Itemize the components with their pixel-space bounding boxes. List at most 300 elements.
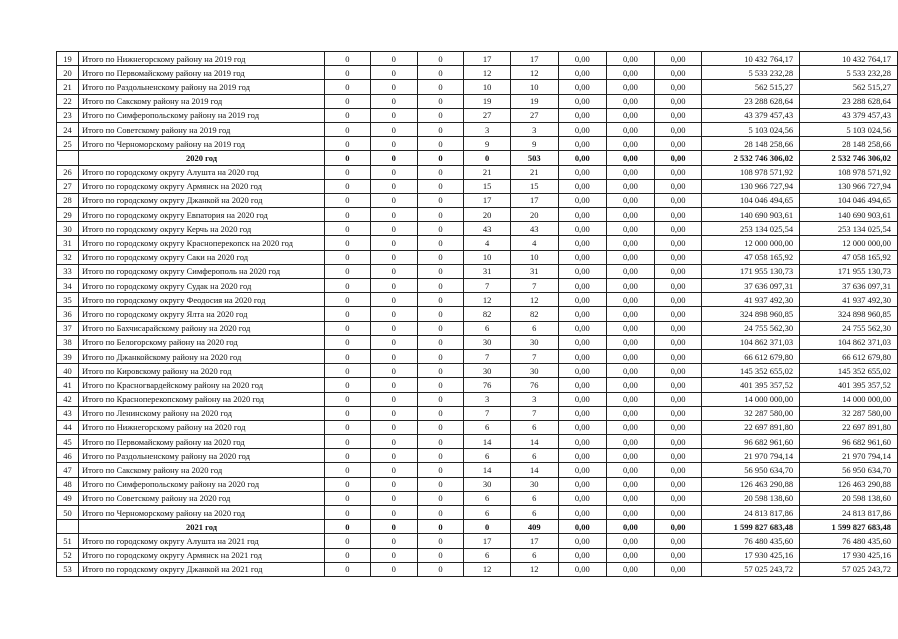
value-cell: 0,00 <box>606 264 654 278</box>
value-cell: 0,00 <box>654 491 701 505</box>
value-cell: 0 <box>417 236 464 250</box>
value-cell: 0 <box>324 52 370 66</box>
row-name-cell: Итого по городскому округу Евпатория на 2020 год <box>79 208 325 222</box>
row-name-cell: Итого по Первомайскому району на 2019 год <box>79 66 325 80</box>
row-name-cell: Итого по Симферопольскому району на 2020 год <box>79 477 325 491</box>
value-cell: 6 <box>464 321 510 335</box>
value-cell: 0 <box>370 52 417 66</box>
row-name-cell: Итого по Советскому району на 2019 год <box>79 122 325 136</box>
amount-cell: 57 025 243,72 <box>800 562 898 576</box>
value-cell: 0 <box>370 463 417 477</box>
value-cell: 4 <box>464 236 510 250</box>
value-cell: 31 <box>510 264 558 278</box>
value-cell: 0,00 <box>654 335 701 349</box>
value-cell: 0 <box>370 364 417 378</box>
table-row <box>57 321 898 335</box>
row-name-cell: Итого по Нижнегорскому району на 2019 год <box>79 52 325 66</box>
value-cell: 0 <box>370 321 417 335</box>
amount-cell: 140 690 903,61 <box>702 208 800 222</box>
value-cell: 0,00 <box>654 250 701 264</box>
value-cell: 0 <box>417 420 464 434</box>
row-number-cell: 22 <box>57 94 79 108</box>
year-heading-cell: 2020 год <box>79 151 325 165</box>
amount-cell: 126 463 290,88 <box>702 477 800 491</box>
value-cell: 0,00 <box>654 52 701 66</box>
table-row <box>57 80 898 94</box>
row-name-cell: Итого по Раздольненскому району на 2020 год <box>79 449 325 463</box>
value-cell: 0,00 <box>606 222 654 236</box>
value-cell: 0,00 <box>654 222 701 236</box>
table-row <box>57 562 898 576</box>
value-cell: 0 <box>417 108 464 122</box>
value-cell: 27 <box>464 108 510 122</box>
value-cell: 14 <box>464 463 510 477</box>
value-cell: 0,00 <box>606 463 654 477</box>
value-cell: 0 <box>324 250 370 264</box>
value-cell: 9 <box>510 137 558 151</box>
row-name-cell: Итого по Красногвардейскому району на 2020 год <box>79 378 325 392</box>
table-row <box>57 449 898 463</box>
value-cell: 0 <box>464 151 510 165</box>
value-cell: 0,00 <box>654 193 701 207</box>
row-name-cell: Итого по городскому округу Алушта на 2020 год <box>79 165 325 179</box>
value-cell: 10 <box>464 80 510 94</box>
value-cell: 0 <box>324 307 370 321</box>
value-cell: 0,00 <box>558 349 606 363</box>
row-name-cell: Итого по городскому округу Симферополь на 2020 год <box>79 264 325 278</box>
value-cell: 0 <box>417 293 464 307</box>
value-cell: 0,00 <box>654 236 701 250</box>
amount-cell: 14 000 000,00 <box>800 392 898 406</box>
value-cell: 0,00 <box>558 80 606 94</box>
value-cell: 0,00 <box>654 435 701 449</box>
row-number-cell: 40 <box>57 364 79 378</box>
amount-cell: 22 697 891,80 <box>800 420 898 434</box>
row-number-cell: 47 <box>57 463 79 477</box>
value-cell: 0,00 <box>558 293 606 307</box>
row-number-cell: 26 <box>57 165 79 179</box>
row-name-cell: Итого по Джанкойскому району на 2020 год <box>79 349 325 363</box>
value-cell: 0,00 <box>606 321 654 335</box>
value-cell: 12 <box>510 562 558 576</box>
value-cell: 6 <box>464 420 510 434</box>
amount-cell: 5 103 024,56 <box>702 122 800 136</box>
value-cell: 0,00 <box>606 335 654 349</box>
value-cell: 0,00 <box>606 108 654 122</box>
value-cell: 0,00 <box>606 122 654 136</box>
value-cell: 6 <box>464 548 510 562</box>
value-cell: 0 <box>324 406 370 420</box>
value-cell: 0,00 <box>558 449 606 463</box>
value-cell: 10 <box>464 250 510 264</box>
table-row <box>57 463 898 477</box>
value-cell: 0,00 <box>606 364 654 378</box>
value-cell: 0 <box>324 463 370 477</box>
value-cell: 0 <box>370 279 417 293</box>
amount-cell: 10 432 764,17 <box>800 52 898 66</box>
value-cell: 0,00 <box>654 108 701 122</box>
value-cell: 0,00 <box>606 435 654 449</box>
value-cell: 0 <box>417 562 464 576</box>
row-name-cell: Итого по Раздольненскому району на 2019 год <box>79 80 325 94</box>
table-row <box>57 435 898 449</box>
amount-cell: 17 930 425,16 <box>702 548 800 562</box>
value-cell: 6 <box>510 506 558 520</box>
value-cell: 6 <box>510 491 558 505</box>
table-row <box>57 378 898 392</box>
table-row <box>57 293 898 307</box>
table-row <box>57 193 898 207</box>
value-cell: 0,00 <box>558 250 606 264</box>
row-number-cell: 29 <box>57 208 79 222</box>
row-name-cell: Итого по Сакскому району на 2019 год <box>79 94 325 108</box>
value-cell: 0 <box>370 406 417 420</box>
value-cell: 0,00 <box>606 378 654 392</box>
table-row <box>57 364 898 378</box>
value-cell: 20 <box>510 208 558 222</box>
table-row <box>57 52 898 66</box>
value-cell: 0 <box>324 335 370 349</box>
row-name-cell: Итого по Черноморскому району на 2019 год <box>79 137 325 151</box>
value-cell: 0 <box>324 364 370 378</box>
row-number-cell: 34 <box>57 279 79 293</box>
value-cell: 0 <box>324 449 370 463</box>
value-cell: 0 <box>417 264 464 278</box>
value-cell: 30 <box>464 335 510 349</box>
value-cell: 0,00 <box>558 562 606 576</box>
row-name-cell: Итого по городскому округу Феодосия на 2020 год <box>79 293 325 307</box>
table-row <box>57 250 898 264</box>
value-cell: 0 <box>370 548 417 562</box>
row-name-cell: Итого по городскому округу Алушта на 2021 год <box>79 534 325 548</box>
row-number-cell <box>57 520 79 534</box>
row-name-cell: Итого по Первомайскому району на 2020 год <box>79 435 325 449</box>
value-cell: 0 <box>417 534 464 548</box>
value-cell: 0,00 <box>558 122 606 136</box>
value-cell: 0,00 <box>558 236 606 250</box>
amount-cell: 130 966 727,94 <box>800 179 898 193</box>
row-number-cell: 38 <box>57 335 79 349</box>
value-cell: 6 <box>510 420 558 434</box>
amount-cell: 171 955 130,73 <box>702 264 800 278</box>
value-cell: 0,00 <box>558 193 606 207</box>
amount-cell: 21 970 794,14 <box>702 449 800 463</box>
value-cell: 0,00 <box>654 137 701 151</box>
value-cell: 0,00 <box>606 52 654 66</box>
row-number-cell: 43 <box>57 406 79 420</box>
value-cell: 0 <box>324 506 370 520</box>
value-cell: 0 <box>370 250 417 264</box>
row-name-cell: Итого по городскому округу Армянск на 2021 год <box>79 548 325 562</box>
amount-cell: 66 612 679,80 <box>702 349 800 363</box>
value-cell: 0 <box>324 562 370 576</box>
value-cell: 0 <box>324 420 370 434</box>
row-name-cell: Итого по Нижнегорскому району на 2020 год <box>79 420 325 434</box>
amount-cell: 401 395 357,52 <box>702 378 800 392</box>
value-cell: 30 <box>510 335 558 349</box>
row-number-cell: 20 <box>57 66 79 80</box>
value-cell: 0,00 <box>606 349 654 363</box>
table-row <box>57 506 898 520</box>
value-cell: 0 <box>370 208 417 222</box>
value-cell: 0 <box>417 250 464 264</box>
value-cell: 0,00 <box>606 165 654 179</box>
value-cell: 0,00 <box>606 307 654 321</box>
value-cell: 0 <box>324 520 370 534</box>
amount-cell: 43 379 457,43 <box>702 108 800 122</box>
value-cell: 15 <box>464 179 510 193</box>
value-cell: 503 <box>510 151 558 165</box>
value-cell: 0 <box>324 208 370 222</box>
row-number-cell: 41 <box>57 378 79 392</box>
value-cell: 0,00 <box>606 279 654 293</box>
row-name-cell: Итого по городскому округу Судак на 2020 год <box>79 279 325 293</box>
value-cell: 0 <box>417 179 464 193</box>
value-cell: 0 <box>324 321 370 335</box>
value-cell: 0 <box>417 222 464 236</box>
value-cell: 0 <box>370 307 417 321</box>
amount-cell: 5 103 024,56 <box>800 122 898 136</box>
value-cell: 82 <box>464 307 510 321</box>
value-cell: 0 <box>324 236 370 250</box>
value-cell: 0 <box>370 151 417 165</box>
amount-cell: 104 046 494,65 <box>800 193 898 207</box>
value-cell: 0 <box>417 378 464 392</box>
row-name-cell: Итого по городскому округу Джанкой на 2020 год <box>79 193 325 207</box>
row-number-cell <box>57 151 79 165</box>
value-cell: 4 <box>510 236 558 250</box>
amount-cell: 28 148 258,66 <box>800 137 898 151</box>
value-cell: 0,00 <box>654 520 701 534</box>
value-cell: 0,00 <box>558 534 606 548</box>
value-cell: 14 <box>464 435 510 449</box>
value-cell: 0,00 <box>654 364 701 378</box>
value-cell: 0,00 <box>654 506 701 520</box>
value-cell: 0,00 <box>654 307 701 321</box>
value-cell: 0,00 <box>606 506 654 520</box>
amount-cell: 104 862 371,03 <box>800 335 898 349</box>
value-cell: 0,00 <box>558 378 606 392</box>
value-cell: 0,00 <box>606 193 654 207</box>
value-cell: 0,00 <box>606 94 654 108</box>
value-cell: 3 <box>510 122 558 136</box>
value-cell: 12 <box>510 66 558 80</box>
amount-cell: 562 515,27 <box>800 80 898 94</box>
value-cell: 10 <box>510 80 558 94</box>
value-cell: 0,00 <box>606 562 654 576</box>
value-cell: 0,00 <box>654 477 701 491</box>
value-cell: 0,00 <box>558 179 606 193</box>
value-cell: 0,00 <box>558 335 606 349</box>
value-cell: 0 <box>370 349 417 363</box>
value-cell: 0 <box>417 392 464 406</box>
value-cell: 19 <box>464 94 510 108</box>
row-number-cell: 25 <box>57 137 79 151</box>
row-number-cell: 44 <box>57 420 79 434</box>
value-cell: 0 <box>417 52 464 66</box>
value-cell: 0 <box>370 534 417 548</box>
value-cell: 12 <box>510 293 558 307</box>
value-cell: 0 <box>370 506 417 520</box>
value-cell: 0 <box>324 548 370 562</box>
row-number-cell: 45 <box>57 435 79 449</box>
value-cell: 7 <box>464 349 510 363</box>
value-cell: 3 <box>464 392 510 406</box>
value-cell: 0,00 <box>558 392 606 406</box>
value-cell: 17 <box>510 52 558 66</box>
value-cell: 0 <box>370 264 417 278</box>
value-cell: 0 <box>417 94 464 108</box>
amount-cell: 32 287 580,00 <box>800 406 898 420</box>
value-cell: 76 <box>510 378 558 392</box>
value-cell: 0,00 <box>654 562 701 576</box>
value-cell: 0 <box>370 165 417 179</box>
row-name-cell: Итого по городскому округу Ялта на 2020 год <box>79 307 325 321</box>
data-table <box>56 51 898 577</box>
value-cell: 0,00 <box>606 208 654 222</box>
value-cell: 0,00 <box>606 420 654 434</box>
amount-cell: 76 480 435,60 <box>800 534 898 548</box>
value-cell: 19 <box>510 94 558 108</box>
value-cell: 82 <box>510 307 558 321</box>
row-name-cell: Итого по городскому округу Саки на 2020 год <box>79 250 325 264</box>
value-cell: 12 <box>464 66 510 80</box>
row-name-cell: Итого по Красноперекопскому району на 2020 год <box>79 392 325 406</box>
value-cell: 0 <box>417 491 464 505</box>
value-cell: 0 <box>417 520 464 534</box>
value-cell: 20 <box>464 208 510 222</box>
table-row <box>57 548 898 562</box>
table-row <box>57 94 898 108</box>
value-cell: 0,00 <box>558 420 606 434</box>
value-cell: 43 <box>510 222 558 236</box>
value-cell: 0,00 <box>606 137 654 151</box>
table-row <box>57 165 898 179</box>
row-name-cell: Итого по Сакскому району на 2020 год <box>79 463 325 477</box>
value-cell: 0 <box>324 279 370 293</box>
value-cell: 0 <box>417 548 464 562</box>
value-cell: 0,00 <box>558 108 606 122</box>
amount-cell: 24 813 817,86 <box>702 506 800 520</box>
value-cell: 0,00 <box>558 52 606 66</box>
row-number-cell: 49 <box>57 491 79 505</box>
value-cell: 9 <box>464 137 510 151</box>
value-cell: 0,00 <box>558 66 606 80</box>
value-cell: 0 <box>324 179 370 193</box>
row-number-cell: 48 <box>57 477 79 491</box>
value-cell: 6 <box>510 548 558 562</box>
value-cell: 6 <box>510 321 558 335</box>
value-cell: 0 <box>370 562 417 576</box>
value-cell: 0 <box>324 222 370 236</box>
table-row <box>57 179 898 193</box>
value-cell: 7 <box>510 406 558 420</box>
amount-cell: 253 134 025,54 <box>800 222 898 236</box>
value-cell: 0,00 <box>606 548 654 562</box>
table-body <box>57 52 898 577</box>
value-cell: 0 <box>417 506 464 520</box>
value-cell: 6 <box>510 449 558 463</box>
value-cell: 17 <box>510 193 558 207</box>
value-cell: 0,00 <box>606 534 654 548</box>
value-cell: 0,00 <box>654 293 701 307</box>
row-number-cell: 33 <box>57 264 79 278</box>
value-cell: 0,00 <box>654 534 701 548</box>
value-cell: 0,00 <box>558 264 606 278</box>
amount-cell: 24 755 562,30 <box>800 321 898 335</box>
value-cell: 0 <box>370 392 417 406</box>
row-name-cell: Итого по Симферопольскому району на 2019 год <box>79 108 325 122</box>
value-cell: 0 <box>324 349 370 363</box>
value-cell: 0,00 <box>606 250 654 264</box>
amount-cell: 66 612 679,80 <box>800 349 898 363</box>
amount-cell: 23 288 628,64 <box>702 94 800 108</box>
row-number-cell: 51 <box>57 534 79 548</box>
value-cell: 0 <box>464 520 510 534</box>
value-cell: 7 <box>464 406 510 420</box>
amount-cell: 41 937 492,30 <box>800 293 898 307</box>
value-cell: 43 <box>464 222 510 236</box>
value-cell: 0 <box>370 122 417 136</box>
table-row <box>57 349 898 363</box>
value-cell: 0,00 <box>654 208 701 222</box>
value-cell: 0,00 <box>558 279 606 293</box>
value-cell: 0 <box>324 137 370 151</box>
value-cell: 31 <box>464 264 510 278</box>
value-cell: 21 <box>464 165 510 179</box>
amount-cell: 324 898 960,85 <box>702 307 800 321</box>
row-name-cell: Итого по городскому округу Красноперекопск на 2020 год <box>79 236 325 250</box>
amount-cell: 171 955 130,73 <box>800 264 898 278</box>
value-cell: 0,00 <box>558 364 606 378</box>
amount-cell: 5 533 232,28 <box>702 66 800 80</box>
value-cell: 0 <box>417 193 464 207</box>
amount-cell: 104 046 494,65 <box>702 193 800 207</box>
value-cell: 0,00 <box>606 477 654 491</box>
value-cell: 0,00 <box>606 236 654 250</box>
amount-cell: 145 352 655,02 <box>800 364 898 378</box>
value-cell: 27 <box>510 108 558 122</box>
row-number-cell: 35 <box>57 293 79 307</box>
value-cell: 0 <box>417 321 464 335</box>
value-cell: 0,00 <box>654 80 701 94</box>
row-number-cell: 36 <box>57 307 79 321</box>
table-row <box>57 236 898 250</box>
value-cell: 0,00 <box>606 520 654 534</box>
value-cell: 0 <box>324 151 370 165</box>
value-cell: 0 <box>417 137 464 151</box>
amount-cell: 108 978 571,92 <box>800 165 898 179</box>
amount-cell: 562 515,27 <box>702 80 800 94</box>
value-cell: 0 <box>370 137 417 151</box>
value-cell: 6 <box>464 491 510 505</box>
value-cell: 0 <box>370 179 417 193</box>
amount-cell: 37 636 097,31 <box>702 279 800 293</box>
value-cell: 30 <box>464 477 510 491</box>
value-cell: 0 <box>324 491 370 505</box>
value-cell: 0,00 <box>558 208 606 222</box>
amount-cell: 56 950 634,70 <box>702 463 800 477</box>
value-cell: 0 <box>370 378 417 392</box>
table-row <box>57 392 898 406</box>
value-cell: 0,00 <box>558 222 606 236</box>
row-name-cell: Итого по Ленинскому району на 2020 год <box>79 406 325 420</box>
value-cell: 0 <box>370 66 417 80</box>
amount-cell: 10 432 764,17 <box>702 52 800 66</box>
value-cell: 12 <box>464 562 510 576</box>
value-cell: 0 <box>417 449 464 463</box>
table-row <box>57 264 898 278</box>
